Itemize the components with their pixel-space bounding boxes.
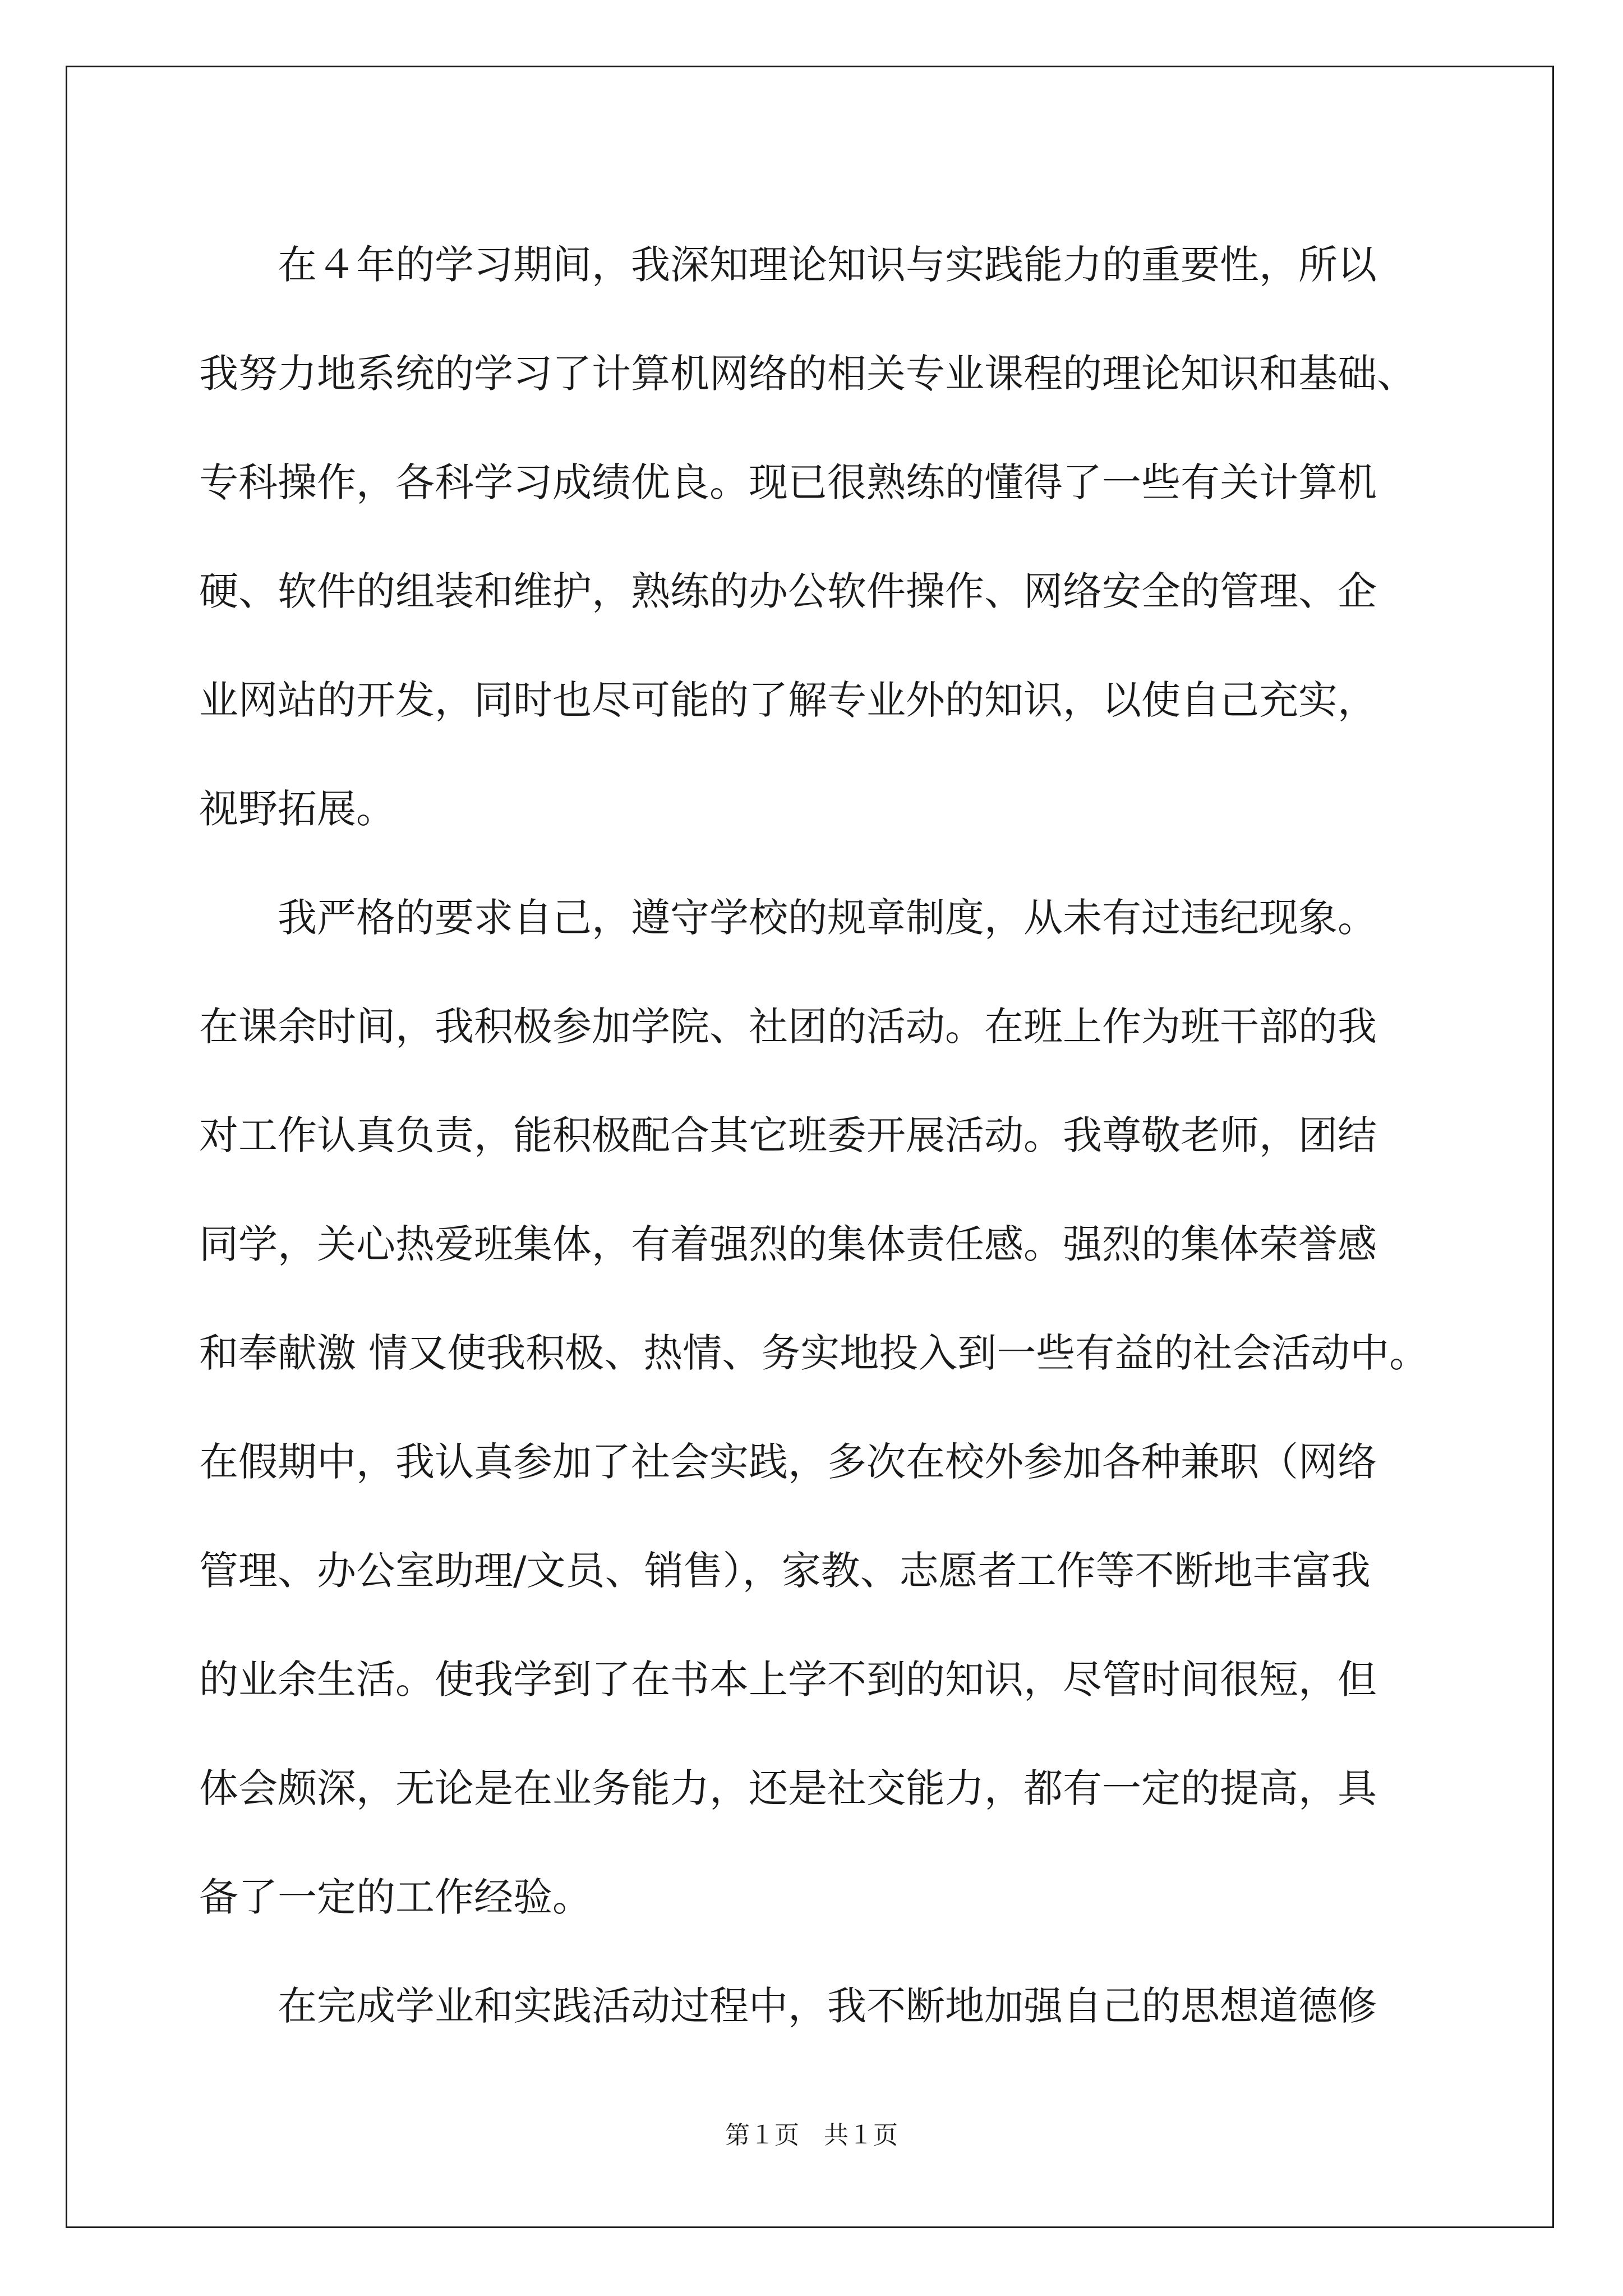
text-line: 业网站的开发，同时也尽可能的了解专业外的知识，以使自己充实， [199, 677, 1377, 723]
text-line: 在完成学业和实践活动过程中，我不断地加强自己的思想道德修 [199, 1983, 1377, 2029]
text-line: 备了一定的工作经验。 [199, 1874, 592, 1920]
text-line: 的业余生活。使我学到了在书本上学不到的知识，尽管时间很短，但 [199, 1657, 1377, 1703]
text-line: 和奉献激 情又使我积极、热情、务实地投入到一些有益的社会活动中。 [199, 1330, 1429, 1376]
text-line: 我努力地系统的学习了计算机网络的相关专业课程的理论知识和基础、 [199, 351, 1416, 397]
text-line: 体会颇深，无论是在业务能力，还是社交能力，都有一定的提高，具 [199, 1765, 1377, 1811]
text-line: 在课余时间，我积极参加学院、社团的活动。在班上作为班干部的我 [199, 1004, 1377, 1050]
text-line: 对工作认真负责，能积极配合其它班委开展活动。我尊敬老师，团结 [199, 1112, 1377, 1158]
text-line: 管理、办公室助理/文员、销售），家教、志愿者工作等不断地丰富我 [199, 1548, 1371, 1594]
document-body [199, 210, 1455, 2060]
page-number-footer: 第１页 共１页 [725, 2121, 898, 2150]
text-line: 我严格的要求自己，遵守学校的规章制度，从未有过违纪现象。 [199, 895, 1377, 941]
text-line: 在假期中，我认真参加了社会实践，多次在校外参加各种兼职（网络 [199, 1439, 1377, 1485]
text-line: 硬、软件的组装和维护，熟练的办公软件操作、网络安全的管理、企 [199, 568, 1377, 614]
text-line: 同学，关心热爱班集体，有着强烈的集体责任感。强烈的集体荣誉感 [199, 1221, 1377, 1267]
text-line: 专科操作，各科学习成绩优良。现已很熟练的懂得了一些有关计算机 [199, 459, 1377, 505]
text-line: 在４年的学习期间，我深知理论知识与实践能力的重要性，所以 [199, 242, 1377, 288]
text-line: 视野拓展。 [199, 786, 395, 832]
